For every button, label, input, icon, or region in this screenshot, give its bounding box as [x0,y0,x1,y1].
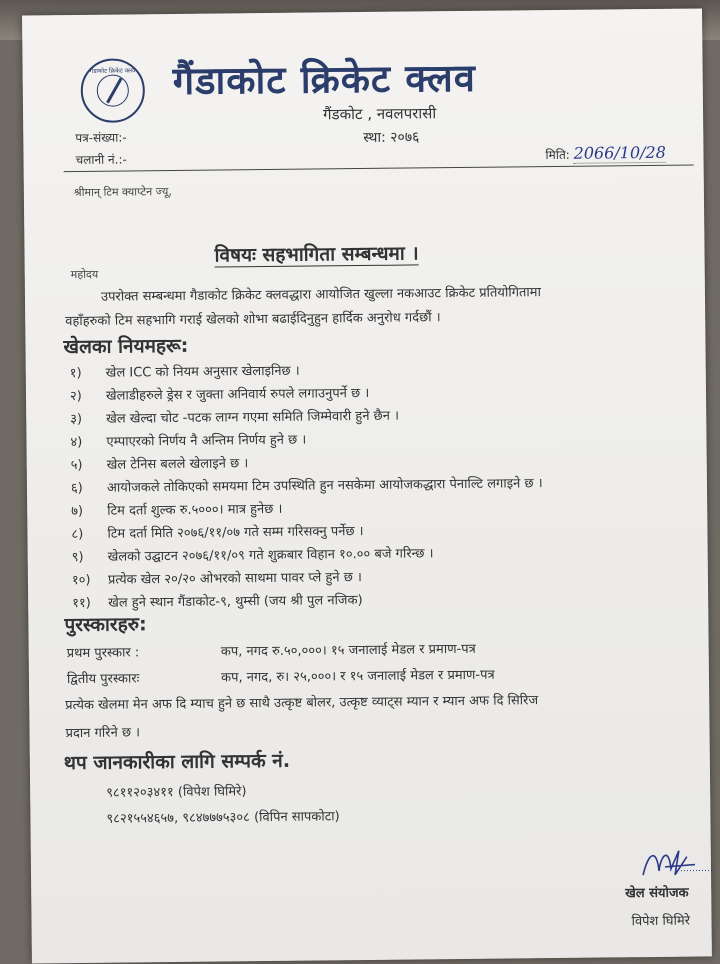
rule-item: ९) खेलको उद्घाटन २०७६/११/०९ गते शुक्रबार विहान १०.०० बजे गरिन्छ । [72,541,692,570]
date-value: 2066/10/28 [574,143,666,164]
prize-label: द्वितीय पुरस्कारः [67,668,217,688]
club-logo [80,58,145,123]
dispatch-number-label: चलानी नं.:- [75,150,126,168]
contact-heading: थप जानकारीका लागि सम्पर्क नं. [64,747,290,775]
date-label: मिति: [545,148,569,162]
club-name: गैंडाकोट क्रिकेट क्लव [172,51,476,106]
prizes-heading: पुरस्कारहरु: [64,610,147,637]
rule-item: १०) प्रत्येक खेल २०/२० ओभरको साथमा पावर प्ले हुने छ । [72,564,692,593]
signature-name: विपेश घिमिरे [631,911,690,930]
rules-heading: खेलका नियमहरू: [63,332,188,359]
contact-line-2: ९८२१५५४६५७, ९८४७७७५३०८ (विपिन सापकोटा) [106,806,339,826]
header-divider [64,165,694,173]
intro-line-2: वहाँहरुको टिम सहभागि गराई खेलको शोभा बढाईदिनुहुन हार्दिक अनुरोध गर्दछौं । [65,307,441,329]
rule-item: ४) एम्पाएरको निर्णय नै अन्तिम निर्णय हुने छ । [70,426,690,455]
established-year: स्था: २०७६ [363,127,419,147]
rule-item: १) खेल ICC को नियम अनुसार खेलाइनिछ । [70,357,690,386]
awards-line-1: प्रत्येक खेलमा मेन अफ दि म्याच हुने छ साथै उत्कृष्ट बोलर, उत्कृष्ट व्याट्स म्यान र म्यान अफ दि सिरिज [65,690,538,713]
prize-label: प्रथम पुरस्कार : [67,642,217,662]
logo-ring-text: गैंडाकोट क्रिकेट क्लव [87,66,139,75]
subject-line [214,239,418,267]
prize-value: कप, नगद, रु। २५,०००। र १५ जनालाई मेडल र प्रमाण-पत्र [221,668,495,686]
rule-item: ५) खेल टेनिस बलले खेलाइने छ । [71,449,691,478]
club-address: गैंडकोट , नवलपरासी [323,103,436,124]
rule-item: २) खेलाडीहरुले ड्रेस र जुक्ता अनिवार्य रुपले लगाउनुपर्ने छ । [70,380,690,409]
letter-paper [22,8,712,963]
rule-item: ३) खेल खेल्दा चोट -पटक लाग्न गएमा समिति जिम्मेवारी हुने छैन । [70,403,690,432]
signature-scribble [635,840,715,885]
rules-list [70,357,693,616]
contact-line-1: ९८११२०३४११ (विपेश घिमिरे) [106,781,247,800]
date-field [545,143,666,164]
subject-text: विषयः सहभागिता सम्बन्धमा । [214,242,418,267]
rule-item: ६) आयोजकले तोकिएको समयमा टिम उपस्थिति हुन नसकेमा आयोजकद्धारा पेनाल्टि लगाइने छ । [71,472,691,501]
rule-item: ८) टिम दर्ता मिति २०७६/११/०७ गते सम्म गरिसक्नु पर्नेछ । [71,518,691,547]
salutation: महोदय [71,267,99,282]
letter-number-label: पत्र-संख्या:- [75,128,127,146]
signature-title: खेल संयोजक [625,883,688,902]
intro-line-1: उपरोक्त सम्बन्धमा गैडाकोट क्रिकेट क्लवद्धारा आयोजित खुल्ला नकआउट क्रिकेट प्रतियोगितामा [101,282,541,305]
rule-item: ११) खेल हुने स्थान गैंडाकोट-९, थुम्सी (जय श्री पुल नजिक) [72,587,692,616]
awards-line-2: प्रदान गरिने छ । [65,722,140,741]
recipient-line: श्रीमान् टिम क्याप्टेन ज्यू, [74,184,172,200]
prize-row-first [67,639,476,661]
rule-item: ७) टिम दर्ता शुल्क रु.५०००। मात्र हुनेछ । [71,495,691,524]
prize-value: कप, नगद रु.५०,०००। १५ जनालाई मेडल र प्रमाण-पत्र [221,642,476,660]
prize-row-second [67,665,495,687]
